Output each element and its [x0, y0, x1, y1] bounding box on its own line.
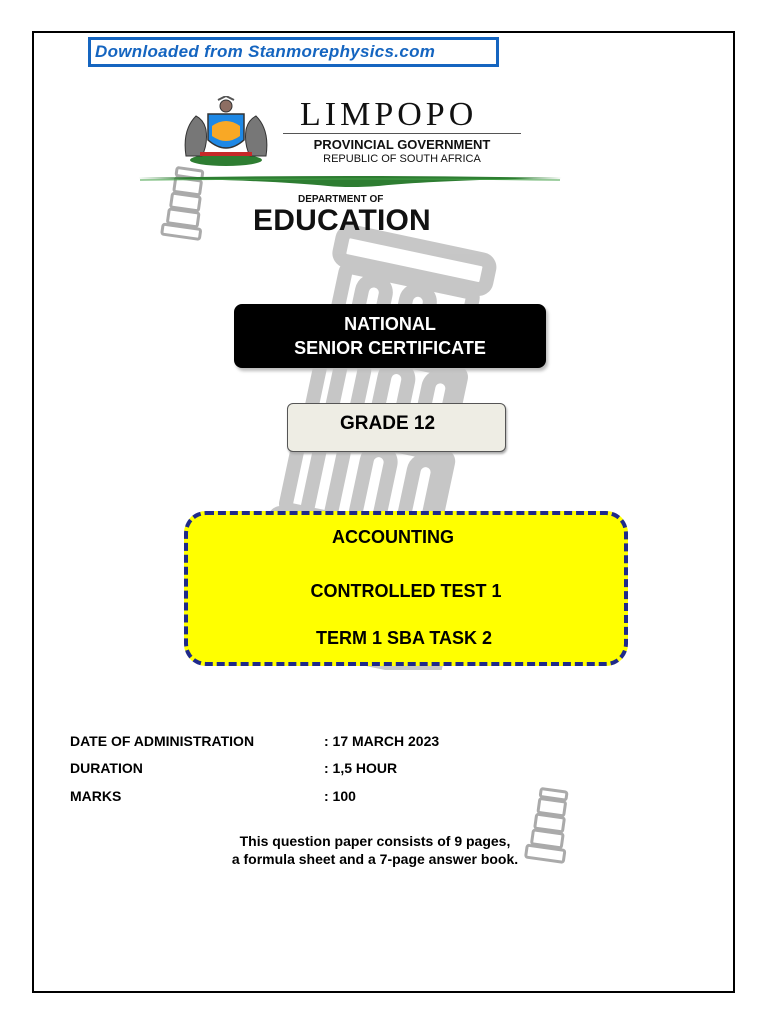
note-line-1: This question paper consists of 9 pages,: [239, 833, 511, 849]
divider: [283, 133, 521, 134]
certificate-line-2: SENIOR CERTIFICATE: [294, 338, 486, 358]
detail-value: : 1,5 HOUR: [324, 760, 398, 776]
download-source-banner[interactable]: Downloaded from Stanmorephysics.com: [88, 37, 499, 67]
certificate-line-1: NATIONAL: [344, 314, 436, 334]
detail-value: : 17 MARCH 2023: [324, 733, 440, 749]
certificate-title-box: [234, 304, 546, 368]
detail-label: DATE OF ADMINISTRATION: [70, 733, 255, 749]
green-swoosh-divider: [138, 172, 562, 188]
subject-box: [184, 511, 628, 666]
provincial-government-label: PROVINCIAL GOVERNMENT: [313, 137, 491, 152]
detail-label: DURATION: [70, 760, 143, 776]
subject-name: ACCOUNTING: [332, 527, 454, 547]
detail-value: : 100: [324, 788, 356, 804]
task-name: TERM 1 SBA TASK 2: [315, 628, 493, 648]
detail-label: MARKS: [70, 788, 122, 804]
department-of-label: DEPARTMENT OF: [298, 194, 384, 205]
department-name: EDUCATION: [253, 204, 431, 237]
limpopo-coat-of-arms-icon: [178, 96, 274, 168]
grade-box: [287, 403, 506, 452]
page-count-note: [200, 832, 550, 868]
test-name: CONTROLLED TEST 1: [310, 581, 502, 601]
grade-label: GRADE 12: [340, 413, 436, 434]
country-label: REPUBLIC OF SOUTH AFRICA: [323, 153, 481, 165]
province-name: LIMPOPO: [300, 96, 478, 133]
note-line-2: a formula sheet and a 7-page answer book.: [231, 851, 519, 867]
